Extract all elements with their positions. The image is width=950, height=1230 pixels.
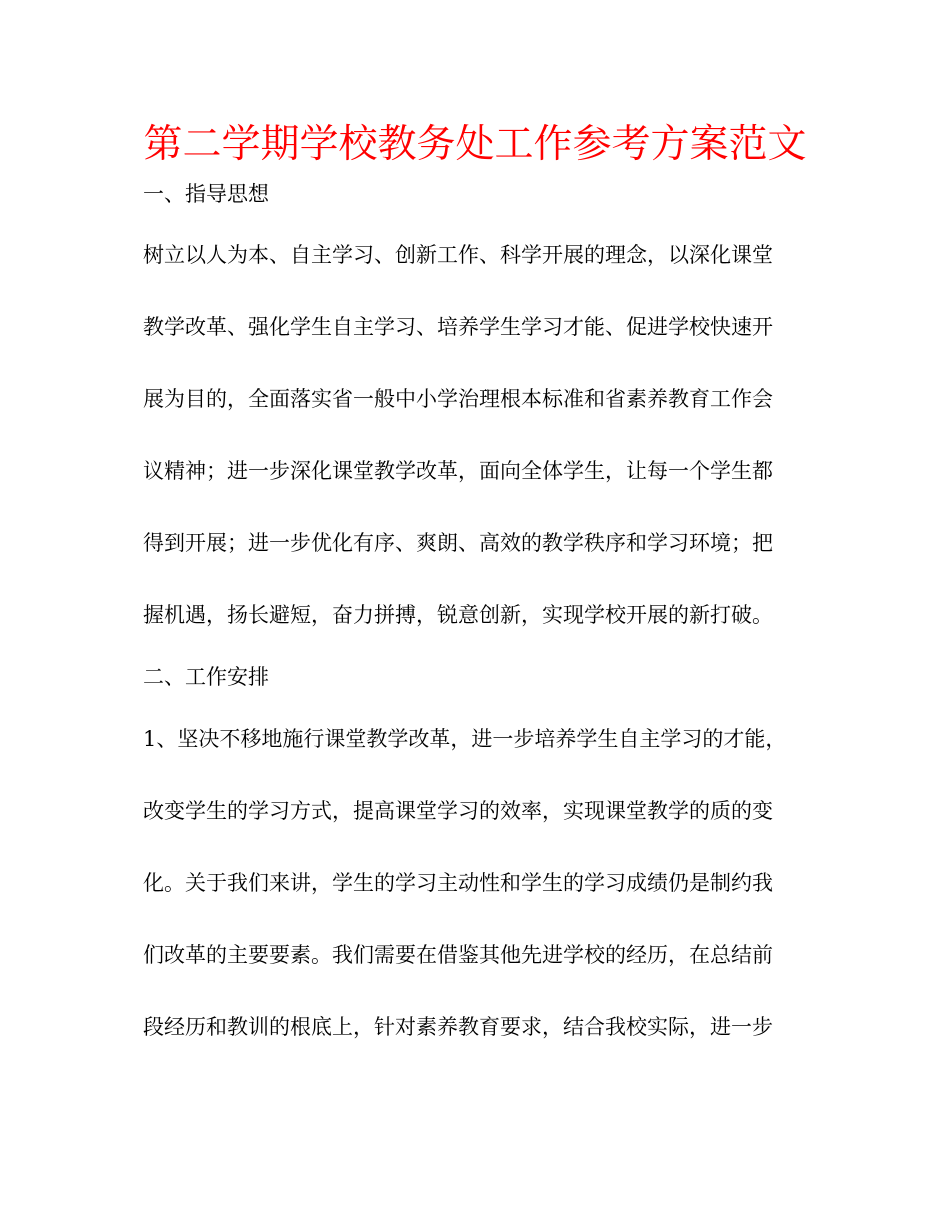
paragraph-line: 展为目的，全面落实省一般中小学治理根本标准和省素养教育工作会 (143, 387, 773, 411)
paragraph-line: 改变学生的学习方式，提高课堂学习的效率，实现课堂教学的质的变 (143, 799, 773, 823)
paragraph-line: 1、坚决不移地施行课堂教学改革，进一步培养学生自主学习的才能， (143, 727, 787, 751)
paragraph-line: 得到开展；进一步优化有序、爽朗、高效的教学秩序和学习环境；把 (143, 531, 773, 555)
paragraph-line: 握机遇，扬长避短，奋力拼搏，锐意创新，实现学校开展的新打破。 (143, 603, 773, 627)
paragraph-line: 段经历和教训的根底上，针对素养教育要求，结合我校实际，进一步 (143, 1015, 773, 1039)
document-title: 第二学期学校教务处工作参考方案范文 (143, 122, 807, 167)
paragraph-line: 议精神；进一步深化课堂教学改革，面向全体学生，让每一个学生都 (143, 459, 773, 483)
section-heading-work-arrangement: 二、工作安排 (143, 665, 269, 689)
section-heading-guiding-ideology: 一、指导思想 (143, 182, 269, 206)
paragraph-line: 们改革的主要要素。我们需要在借鉴其他先进学校的经历，在总结前 (143, 943, 773, 967)
paragraph-line: 树立以人为本、自主学习、创新工作、科学开展的理念，以深化课堂 (143, 243, 773, 267)
paragraph-line: 化。关于我们来讲，学生的学习主动性和学生的学习成绩仍是制约我 (143, 871, 773, 895)
paragraph-line: 教学改革、强化学生自主学习、培养学生学习才能、促进学校快速开 (143, 315, 773, 339)
